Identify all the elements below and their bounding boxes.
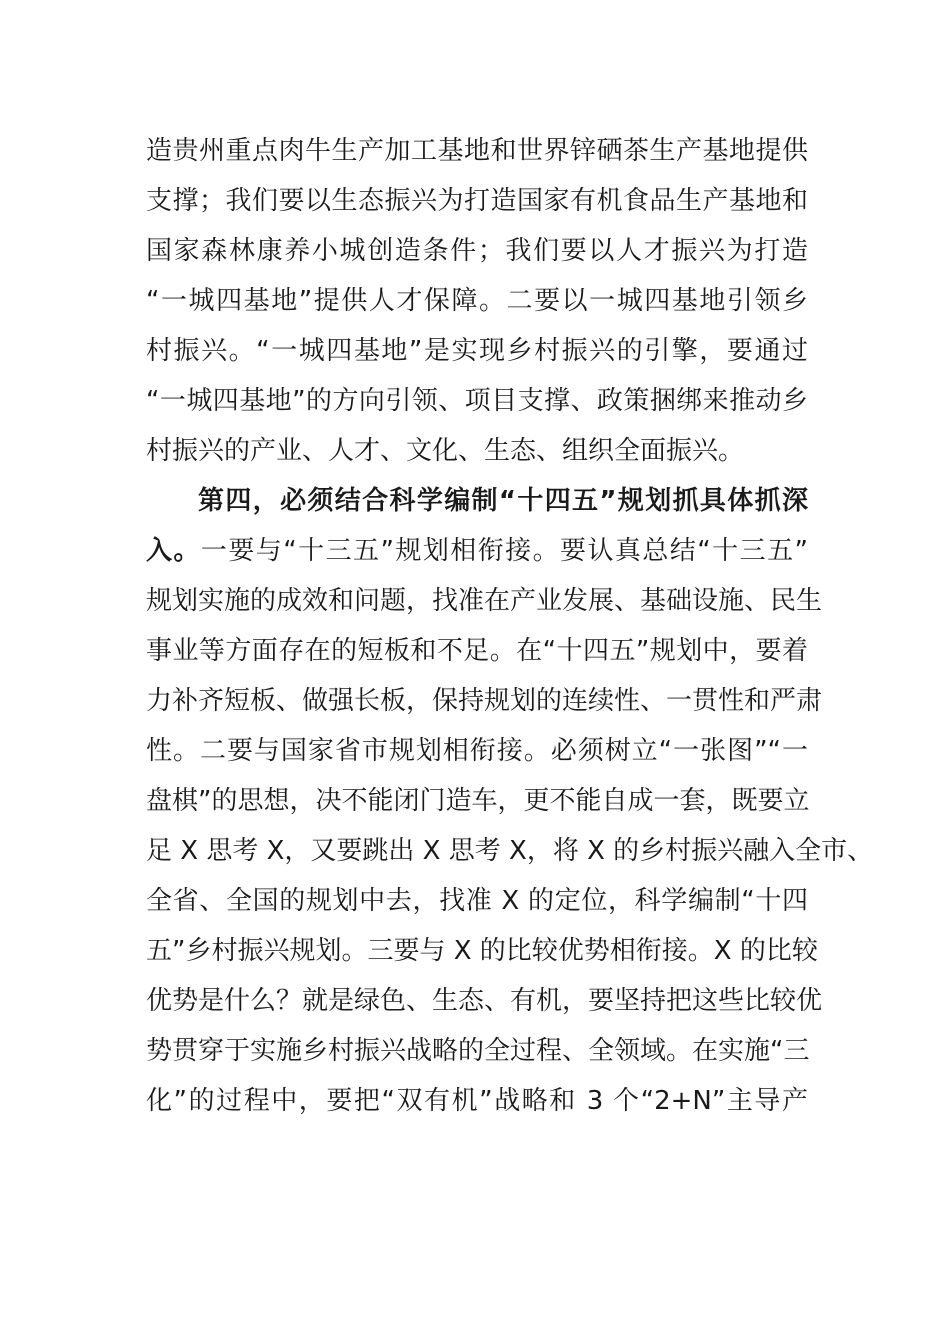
section-heading-end: 入。 [146,536,201,566]
text-line [146,526,808,576]
text-line: 造贵州重点肉牛生产加工基地和世界锌硒茶生产基地提供 [146,136,808,166]
text-line: 盘棋”的思想，决不能闭门造车，更不能自成一套，既要立 [146,786,810,816]
text-line: 性。二要与国家省市规划相衔接。必须树立“一张图”“一 [146,736,808,766]
text-line: 全省、全国的规划中去，找准 X 的定位，科学编制“十四 [146,886,808,916]
text-line: “一城四基地”的方向引领、项目支撑、政策捆绑来推动乡 [146,386,808,416]
text-line: 事业等方面存在的短板和不足。在“十四五”规划中，要着 [146,636,808,666]
document-body [146,126,874,1126]
text-line: 村振兴。“一城四基地”是实现乡村振兴的引擎，要通过 [146,336,808,366]
text-line: 足 X 思考 X，又要跳出 X 思考 X，将 X 的乡村振兴融入全市、 [146,836,874,866]
text-line: 力补齐短板、做强长板，保持规划的连续性、一贯性和严肃 [146,686,823,716]
text-line: 化”的过程中，要把“双有机”战略和 3 个“2+N”主导产 [146,1086,808,1116]
paragraph-2 [146,476,874,1126]
text-line-rest: 一要与“十三五”规划相衔接。要认真总结“十三五” [200,536,808,566]
section-heading-text: 第四，必须结合科学编制“十四五”规划抓具体抓深 [198,486,808,516]
text-line: 支撑；我们要以生态振兴为打造国家有机食品生产基地和 [146,186,808,216]
text-line: 村振兴的产业、人才、文化、生态、组织全面振兴。 [146,436,745,466]
text-line: 国家森林康养小城创造条件；我们要以人才振兴为打造 [146,236,808,266]
text-line: 优势是什么？就是绿色、生态、有机，要坚持把这些比较优 [146,986,823,1016]
text-line: 规划实施的成效和问题，找准在产业发展、基础设施、民生 [146,586,823,616]
section-heading [146,476,808,526]
text-line: 势贯穿于实施乡村振兴战略的全过程、全领域。在实施“三 [146,1036,810,1066]
text-line: 五”乡村振兴规划。三要与 X 的比较优势相衔接。X 的比较 [146,936,818,966]
paragraph-1 [146,126,808,476]
text-line: “一城四基地”提供人才保障。二要以一城四基地引领乡 [146,286,808,316]
